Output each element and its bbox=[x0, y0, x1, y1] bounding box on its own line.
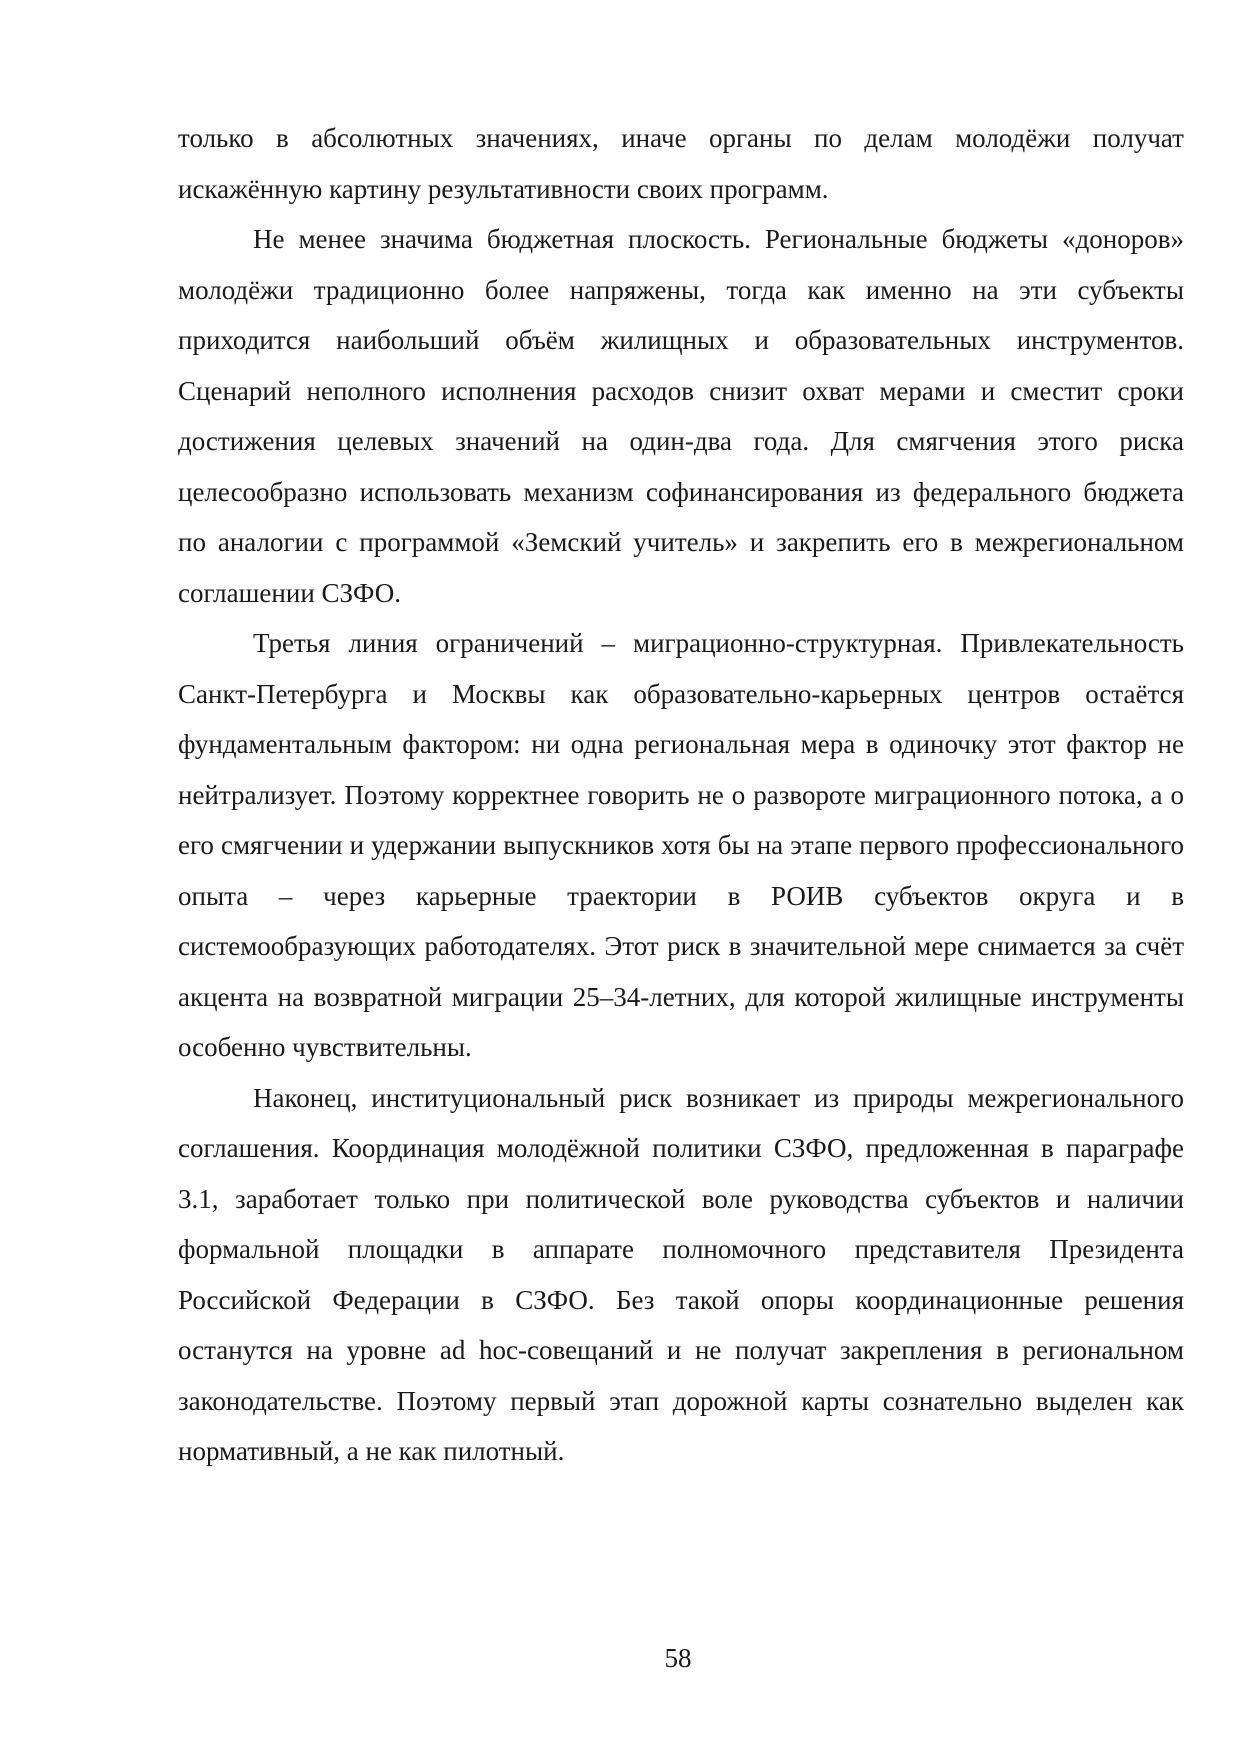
paragraph-budget-risk: Не менее значима бюджетная плоскость. Региональные бюджеты «доноров» молодёжи традиционно более напряжены, тогда как именно на эти субъекты приходится наибольший объём жилищных и образовательных инструментов. Сценарий неполного исполнения расходов снизит охват мерами и сместит сроки достижения целевых значений на один-два года. Для смягчения этого риска целесообразно использовать механизм софинансирования из федерального бюджета по аналогии с программой «Земский учитель» и закрепить его в межрегиональном соглашении СЗФО. bbox=[178, 224, 1184, 608]
paragraph-institutional-risk: Наконец, институциональный риск возникает из природы межрегионального соглашения. Координация молодёжной политики СЗФО, предложенная в параграфе 3.1, заработает только при политической воле руководства субъектов и наличии формальной площадки в аппарате полномочного представителя Президента Российской Федерации в СЗФО. Без такой опоры координационные решения останутся на уровне ad hoc-совещаний и не получат закрепления в региональном законодательстве. Поэтому первый этап дорожной карты сознательно выделен как нормативный, а не как пилотный. bbox=[178, 1082, 1184, 1466]
paragraph-continued: только в абсолютных значениях, иначе органы по делам молодёжи получат искажённую картину результативности своих программ. bbox=[178, 123, 1184, 204]
paragraph-migration-risk: Третья линия ограничений – миграционно-структурная. Привлекательность Санкт-Петербурга и Москвы как образовательно-карьерных центров остаётся фундаментальным фактором: ни одна региональная мера в одиночку этот фактор не нейтрализует. Поэтому корректнее говорить не о развороте миграционного потока, а о его смягчении и удержании выпускников хотя бы на этапе первого профессионального опыта – через карьерные траектории в РОИВ субъектов округа и в системообразующих работодателях. Этот риск в значительной мере снимается за счёт акцента на возвратной миграции 25–34-летних, для которой жилищные инструменты особенно чувствительны. bbox=[178, 628, 1184, 1062]
page-number: 58 bbox=[664, 1643, 692, 1673]
body-text bbox=[178, 113, 1184, 1477]
